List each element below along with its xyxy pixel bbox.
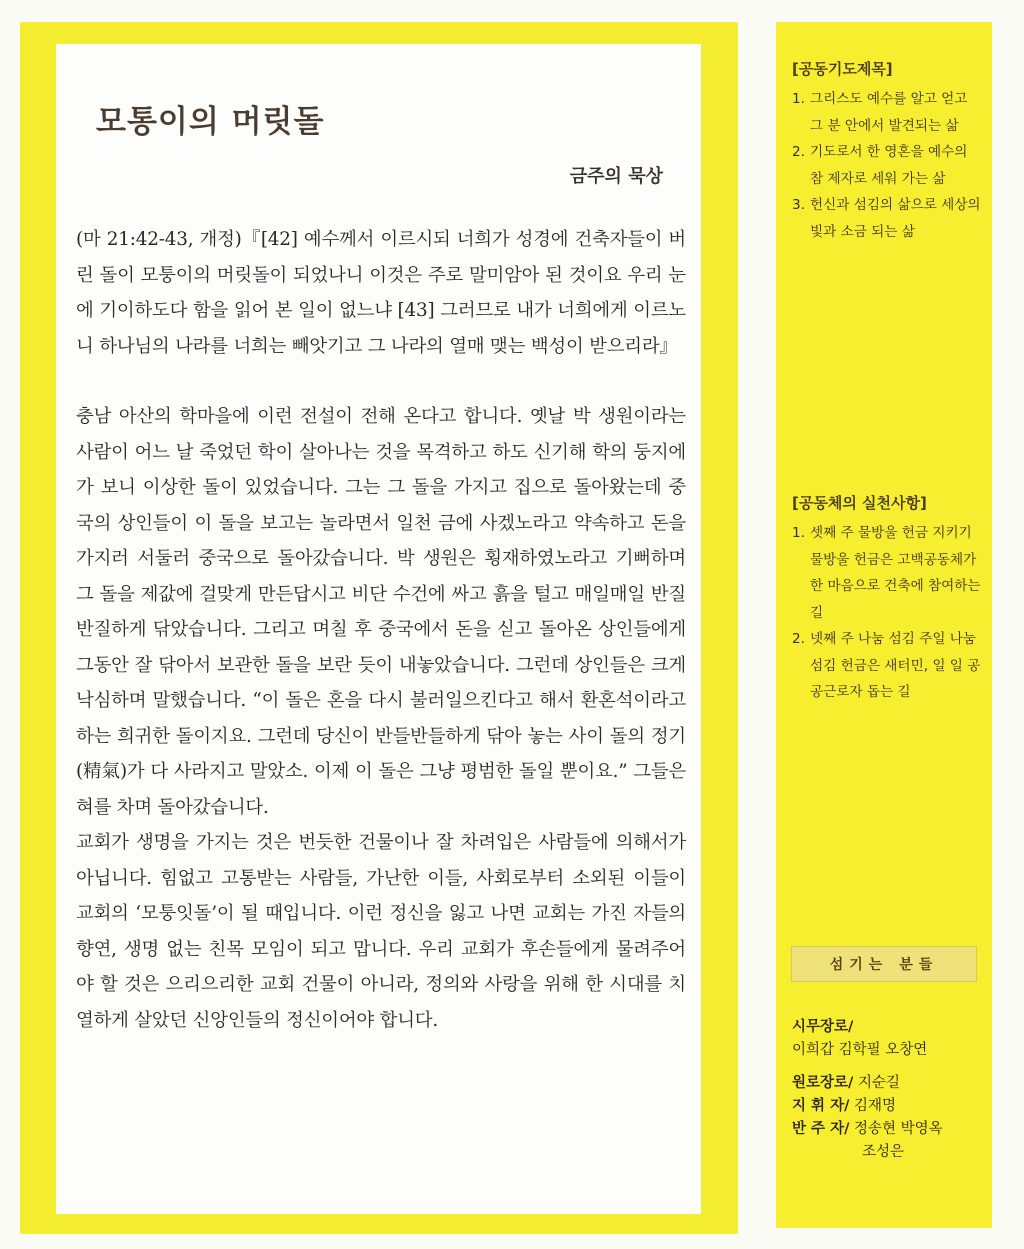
staff-role: 원로장로/ xyxy=(792,1075,854,1091)
body-paragraph-2: 교회가 생명을 가지는 것은 번듯한 건물이나 잘 차려입은 사람들에 의해서가 아닙니다. 힘없고 고통받는 사람들, 가난한 이들, 사회로부터 소외된 이들이 교회의 ‘모퉁잇돌’이 될 때입니다. 이런 정신을 잃고 나면 교회는 가진 자들의 향연, 생명 없는 친목 모임이 되고 맙니다. 우리 교회가 후손들에게 물려주어야 할 것은 으리으리한 교회 건물이 아니라, 정의와 사랑을 위해 한 시대를 치열하게 살았던 신앙인들의 정신이어야 합니다. xyxy=(76,832,686,1031)
article-frame xyxy=(20,22,738,1234)
staff-names: 김재명 xyxy=(854,1098,897,1114)
staff-names: 정송현 박영옥 xyxy=(854,1121,943,1137)
prayer-item: 2. 기도로서 한 영혼을 예수의 참 제자로 세워 가는 삶 xyxy=(792,144,968,187)
staff-role: 지 휘 자/ xyxy=(792,1098,850,1114)
staff-names: 조성은 xyxy=(862,1144,905,1160)
scripture-quote: (마 21:42-43, 개정)『[42] 예수께서 이르시되 너희가 성경에 건축자들이 버린 돌이 모퉁이의 머릿돌이 되었나니 이것은 주로 말미암아 된 것이요 우리 눈에 기이하도다 함을 읽어 본 일이 없느냐 [43] 그러므로 내가 너희에게 이르노니 하나님의 나라를 너희는 빼앗기고 그 나라의 열매 맺는 백성이 받으리라』 xyxy=(76,229,686,357)
staff-names: 지순길 xyxy=(857,1075,900,1091)
body-paragraph-1: 충남 아산의 학마을에 이런 전설이 전해 온다고 합니다. 옛날 박 생원이라는 사람이 어느 날 죽었던 학이 살아나는 것을 목격하고 하도 신기해 학의 둥지에 가 보니 이상한 돌이 있었습니다. 그는 그 돌을 가지고 집으로 돌아왔는데 중국의 상인들이 이 돌을 보고는 놀라면서 일천 금에 사겠노라고 약속하고 돈을 가지러 서둘러 중국으로 돌아갔습니다. 박 생원은 횡재하였노라고 기뻐하며 그 돌을 제값에 걸맞게 만든답시고 비단 수건에 싸고 흙을 털고 매일매일 반질반질하게 닦았습니다. 그리고 며칠 후 중국에서 돈을 싣고 돌아온 상인들에게 그동안 잘 닦아서 보관한 돌을 보란 듯이 내놓았습니다. 그런데 상인들은 크게 낙심하며 말했습니다. “이 돌은 혼을 다시 불러일으킨다고 해서 환혼석이라고 하는 희귀한 돌이지요. 그런데 당신이 반들반들하게 닦아 놓는 사이 돌의 정기(精氣)가 다 사라지고 말았소. 이제 이 돌은 그냥 평범한 돌일 뿐이요.” 그들은 혀를 차며 돌아갔습니다. xyxy=(76,406,686,818)
prayer-item: 1. 그리스도 예수를 알고 얻고 그 분 안에서 발견되는 삶 xyxy=(792,91,968,134)
article-panel xyxy=(56,44,701,1214)
article-body xyxy=(76,222,686,1038)
staff-names: 이희갑 김학필 오창연 xyxy=(792,1042,928,1058)
practice-list xyxy=(792,520,982,706)
sidebar xyxy=(776,22,992,1228)
staff-list xyxy=(792,1016,982,1164)
staff-role: 시무장로/ xyxy=(792,1019,854,1035)
practice-item: 1. 셋째 주 물방울 헌금 지키기 물방울 헌금은 고백공동체가 한 마음으로 건축에 참여하는 길 xyxy=(792,525,981,621)
prayer-section-title: [공동기도제목] xyxy=(792,60,893,78)
prayer-item: 3. 헌신과 섬김의 삶으로 세상의 빛과 소금 되는 삶 xyxy=(792,197,981,240)
article-title: 모통이의 머릿돌 xyxy=(96,104,325,140)
staff-row xyxy=(792,1095,982,1118)
practice-section-title: [공동체의 실천사항] xyxy=(792,494,927,512)
article-author: 금주의 묵상 xyxy=(569,166,663,187)
staff-row xyxy=(792,1118,982,1141)
prayer-list xyxy=(792,86,982,245)
staff-row xyxy=(792,1072,982,1095)
practice-item: 2. 넷째 주 나눔 섬김 주일 나눔 섬김 헌금은 새터민, 일 일 공공근로자 돕는 길 xyxy=(792,631,981,700)
servers-banner: 섬기는 분들 xyxy=(791,946,977,982)
staff-role: 반 주 자/ xyxy=(792,1121,850,1137)
